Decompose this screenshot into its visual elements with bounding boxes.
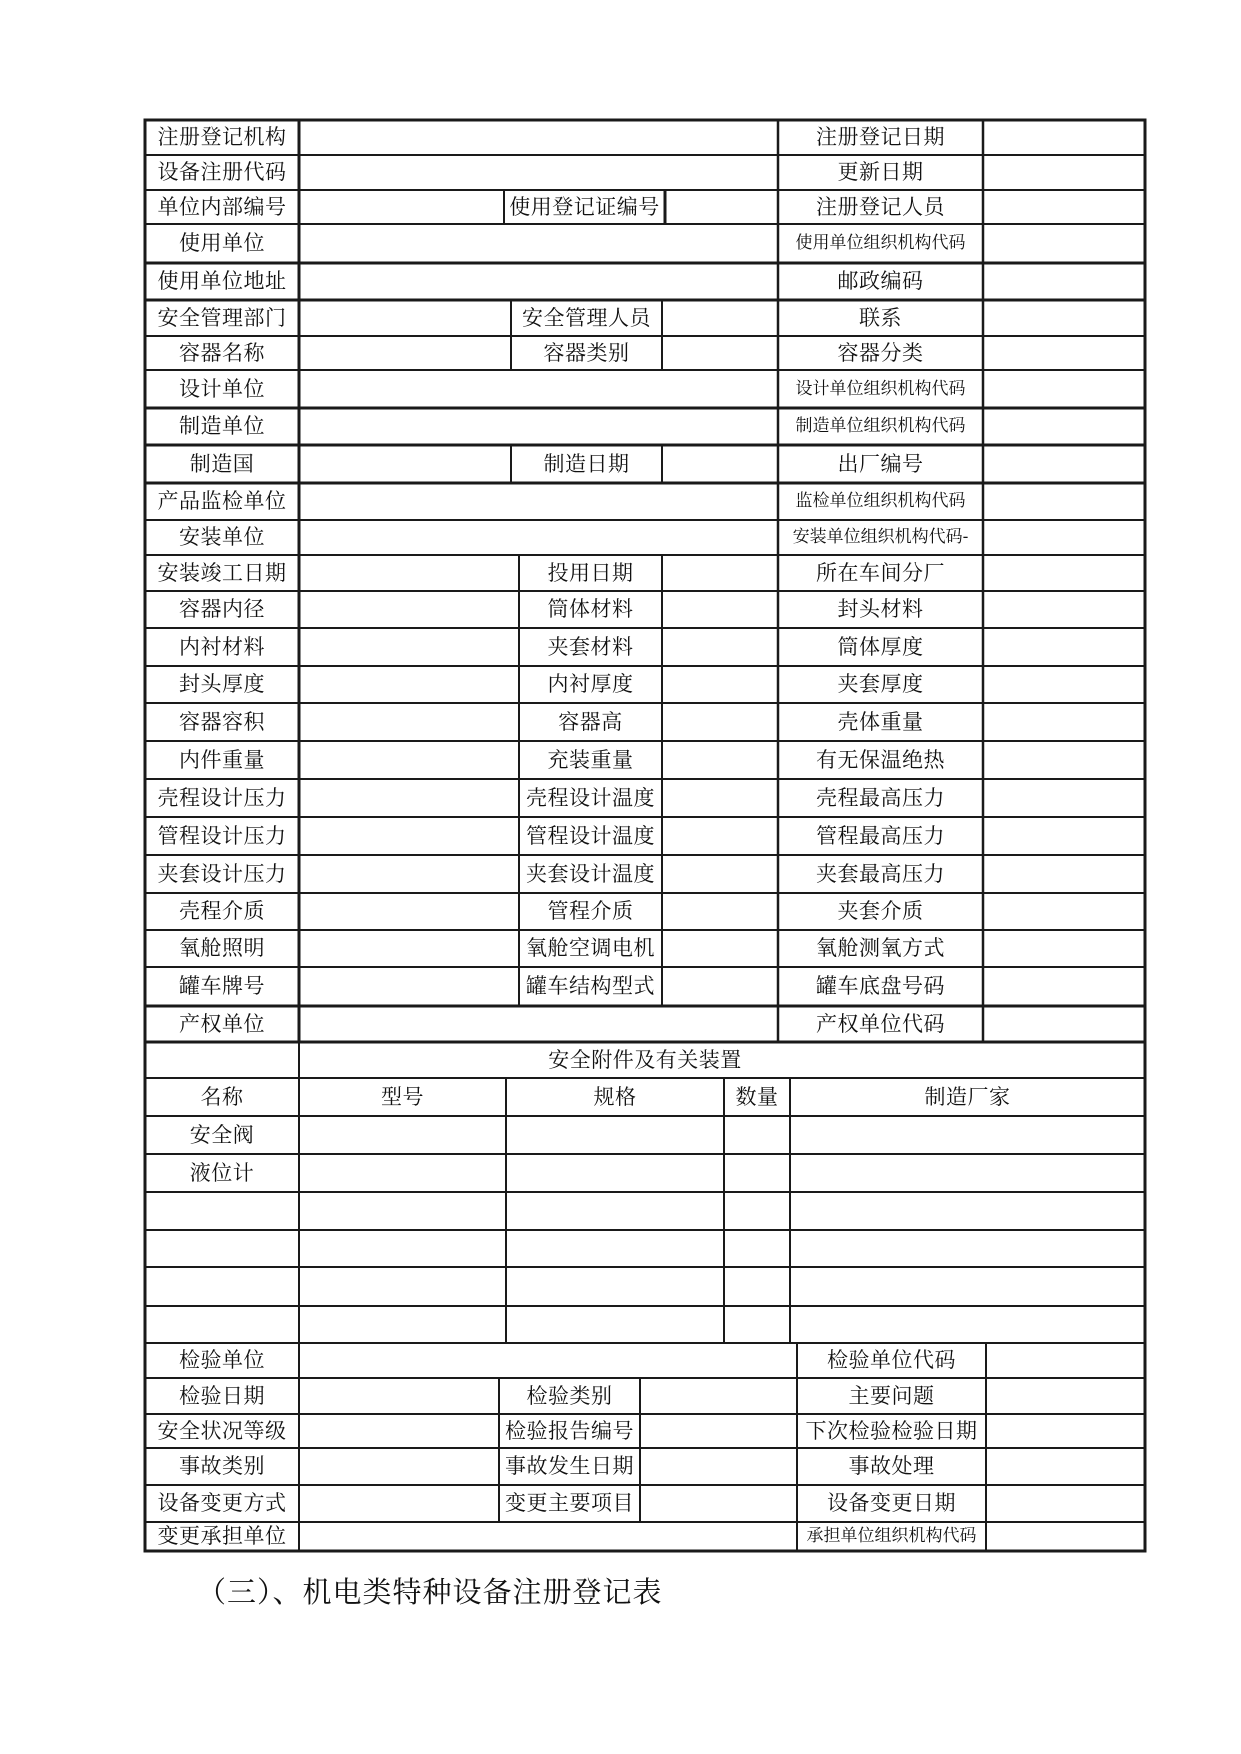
label-user-org-code: 使用单位组织机构代码 (795, 233, 966, 253)
label-vessel-class: 容器分类 (837, 340, 924, 365)
label-jacket-material: 夹套材料 (547, 634, 634, 659)
label-report-no: 检验报告编号 (505, 1418, 634, 1443)
label-col-model: 型号 (381, 1084, 424, 1109)
label-accident-type: 事故类别 (179, 1454, 265, 1478)
label-col-name: 名称 (200, 1084, 244, 1109)
label-postal-code: 邮政编码 (837, 269, 924, 293)
label-vessel-name: 容器名称 (179, 340, 265, 365)
label-change-date: 设备变更日期 (827, 1491, 956, 1515)
label-safety-valve: 安全阀 (189, 1122, 255, 1147)
label-height: 容器高 (558, 709, 623, 734)
label-design-org-code: 设计单位组织机构代码 (795, 378, 966, 399)
label-head-thickness: 封头厚度 (179, 672, 265, 696)
label-accident-handling: 事故处理 (848, 1454, 935, 1478)
label-tube-design-temp: 管程设计温度 (526, 823, 655, 848)
label-jacket-design-pressure: 夹套设计压力 (157, 861, 287, 886)
label-install-unit: 安装单位 (179, 525, 265, 549)
label-volume: 容器容积 (179, 709, 265, 734)
label-inspect-date: 检验日期 (179, 1383, 265, 1408)
label-product-inspect-unit: 产品监检单位 (157, 489, 287, 513)
label-reg-person: 注册登记人员 (816, 194, 945, 219)
label-o2-measure: 氧舱测氧方式 (816, 936, 945, 960)
label-install-complete-date: 安装竣工日期 (157, 560, 287, 585)
label-jacket-max-pressure: 夹套最高压力 (816, 861, 945, 886)
section-title: （三）、机电类特种设备注册登记表 (197, 1575, 663, 1609)
label-shell-thickness: 筒体厚度 (837, 634, 924, 659)
label-tube-medium: 管程介质 (547, 899, 634, 923)
label-reg-org: 注册登记机构 (157, 125, 287, 149)
label-internal-no: 单位内部编号 (157, 194, 287, 219)
label-safety-grade: 安全状况等级 (157, 1418, 287, 1443)
label-shell-design-pressure: 壳程设计压力 (157, 785, 287, 810)
label-install-org-code: 安装单位组织机构代码- (792, 527, 969, 547)
label-jacket-thickness: 夹套厚度 (837, 672, 924, 696)
label-tube-design-pressure: 管程设计压力 (157, 823, 287, 848)
label-user-unit: 使用单位 (179, 231, 265, 255)
label-inspect-org-code: 监检单位组织机构代码 (795, 491, 966, 511)
label-inspect-unit: 检验单位 (179, 1348, 265, 1372)
label-safety-person: 安全管理人员 (522, 305, 651, 330)
label-shell-max-pressure: 壳程最高压力 (816, 785, 945, 810)
label-col-qty: 数量 (735, 1084, 779, 1109)
label-tanker-plate: 罐车牌号 (179, 974, 265, 998)
label-safety-dept: 安全管理部门 (157, 305, 287, 330)
label-tanker-chassis: 罐车底盘号码 (816, 974, 945, 998)
label-use-reg-cert-no: 使用登记证编号 (509, 194, 660, 219)
label-fill-weight: 充装重量 (547, 747, 634, 772)
label-inner-diameter: 容器内径 (179, 597, 265, 621)
label-accident-date: 事故发生日期 (505, 1454, 634, 1478)
label-lining-thickness: 内衬厚度 (547, 672, 634, 696)
label-mfr-date: 制造日期 (543, 451, 630, 476)
label-mfr-country: 制造国 (189, 451, 255, 476)
label-inspect-type: 检验类别 (526, 1383, 613, 1408)
label-change-org-code: 承担单位组织机构代码 (806, 1526, 977, 1546)
label-update-date: 更新日期 (837, 160, 924, 184)
label-commission-date: 投用日期 (547, 560, 634, 585)
label-change-items: 变更主要项目 (505, 1491, 634, 1515)
label-vessel-type: 容器类别 (543, 340, 630, 365)
label-contact: 联系 (859, 305, 902, 330)
label-jacket-medium: 夹套介质 (837, 899, 924, 923)
label-shell-medium: 壳程介质 (179, 899, 265, 923)
label-owner-unit: 产权单位 (179, 1011, 265, 1036)
label-owner-code: 产权单位代码 (816, 1011, 945, 1036)
label-equip-reg-code: 设备注册代码 (157, 160, 287, 184)
label-o2-lighting: 氧舱照明 (179, 936, 265, 960)
label-tube-max-pressure: 管程最高压力 (816, 823, 945, 848)
label-change-method: 设备变更方式 (157, 1491, 287, 1515)
label-tanker-structure: 罐车结构型式 (526, 974, 655, 998)
label-mfr-org-code: 制造单位组织机构代码 (795, 416, 966, 436)
label-o2-ac-motor: 氧舱空调电机 (526, 936, 655, 960)
label-reg-date: 注册登记日期 (816, 125, 945, 149)
label-lining-material: 内衬材料 (179, 634, 265, 659)
label-main-issue: 主要问题 (848, 1383, 935, 1408)
label-shell-material: 筒体材料 (547, 597, 634, 621)
label-insulation: 有无保温绝热 (816, 747, 945, 772)
label-head-material: 封头材料 (837, 597, 924, 621)
label-col-maker: 制造厂家 (924, 1084, 1011, 1109)
label-col-spec: 规格 (593, 1084, 637, 1109)
label-internal-weight: 内件重量 (179, 747, 265, 772)
label-accessories-title: 安全附件及有关装置 (548, 1047, 742, 1072)
label-mfr-unit: 制造单位 (179, 414, 265, 438)
label-jacket-design-temp: 夹套设计温度 (526, 861, 655, 886)
label-workshop: 所在车间分厂 (816, 560, 945, 585)
label-shell-design-temp: 壳程设计温度 (526, 785, 655, 810)
label-next-inspect-date: 下次检验检验日期 (805, 1418, 978, 1443)
label-level-gauge: 液位计 (189, 1160, 255, 1185)
label-shell-weight: 壳体重量 (837, 709, 924, 734)
label-user-address: 使用单位地址 (157, 269, 287, 293)
label-design-unit: 设计单位 (179, 376, 265, 401)
label-factory-no: 出厂编号 (837, 451, 924, 476)
label-inspect-unit-code: 检验单位代码 (827, 1348, 956, 1372)
label-change-unit: 变更承担单位 (157, 1524, 287, 1548)
